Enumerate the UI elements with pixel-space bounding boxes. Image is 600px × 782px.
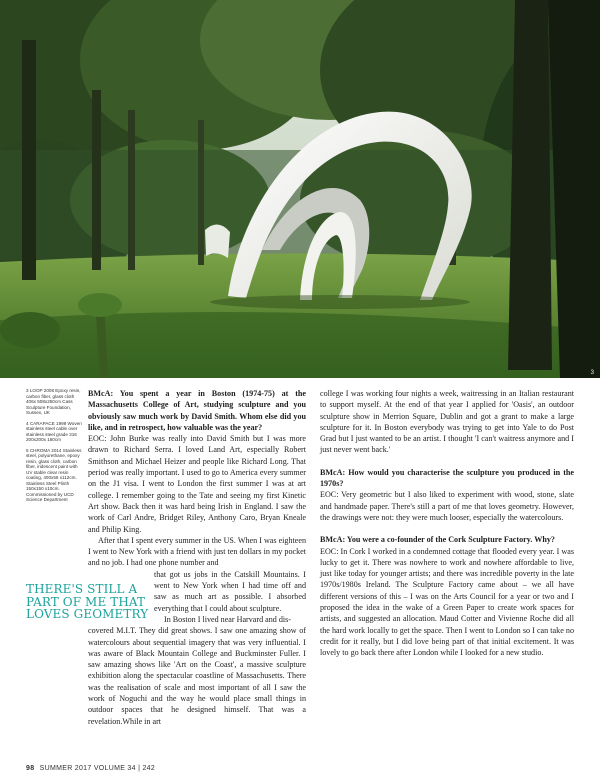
caption-loop: 3 LOOP 2008 Epoxy resin, carbon fiber, glass cloth 406x 508x250cm Cass Sculpture Foundation, Sussex, UK	[26, 388, 81, 415]
paragraph-mit: covered M.I.T. They did great shows. I saw one amazing show of watercolours about sequential imagery that was very influential. I was aware of Black Mountain College and Buckminster Fuller. I saw amazing shows like 'Art on the Coast', a massive sculpture exhibition along the spectacular coastline of Massachusetts. There was the realisation of scale and most important of all I saw the work of Noguchi and the way he would place small things in outdoor spaces that he designed himself. That was a revelation.While in art	[88, 626, 306, 726]
answer-boston: EOC: John Burke was really into David Smith but I was more drawn to Richard Serra. I loved Land Art, especially Robert Smithson and Michael Heizer and people like Richard Long. That period was really important. I used to go to America every summer on the J1 visa. I went to London the first summer I was at art college. I remember going to the Tate and seeing my first Kinetic Art show. Back then it was hard being Irish in England. I saw the work of Carl Andre, Bridget Riley, Anthony Caro, Bryan Kneale and Philip King.	[88, 434, 306, 534]
page-number: 98	[26, 765, 35, 772]
paragraph-oasis: college I was working four nights a week, waitressing in an Italian restaurant to support myself. At the end of that year I applied for 'Oasis', an outdoor sculpture show in Merrion Square, Dublin and got a grant to make a large sculpture for it. In Boston everybody was trying to get into Yale to do Post Grad but I just wanted to be an artist. I thought 'I can't waitress anymore and I just never went back.'	[320, 389, 574, 455]
answer-sculpture-factory: EOC: In Cork I worked in a condemned cottage that flooded every year. I was lucky to get it. There was nowhere to work and nowhere affordable to live, just like today for younger artists; and there was incredible poverty in the late 1970s/1980s Ireland. The Sculpture Factory came about – we all have different versions of this – I was on the Arts Council for a year or two and I proposed the idea in the wake of a Green Paper to create work spaces for artists, and suggested an allocation. Maud Cotter and Vivienne Roche did all the hard work locally to get the space. Then I went to London so I can take no credit for it really, but I did love being part of that initial excitement. It was lovely to go back there after London while I looked for a new studio.	[320, 546, 574, 658]
pull-quote: THERE'S STILL A PART OF ME THAT LOVES GEOMETRY	[26, 582, 149, 621]
answer-1970s: EOC: Very geometric but I also liked to experiment with wood, stone, slate and handmade paper. There's still a part of me that loves geometry. However, the drawings were not: they were much looser, especially the watercolours.	[320, 490, 574, 522]
issue-volume: VOLUME 34	[93, 765, 136, 772]
question-boston: BMcA: You spent a year in Boston (1974-75) at the Massachusetts College of Art, studying sculpture and you obviously saw much work by David Smith. Whom else did you like, and in retrospect, how valuable was the year?	[88, 389, 306, 432]
issue-season: SUMMER 2017	[39, 765, 92, 772]
sculpture-scene	[0, 0, 600, 378]
image-captions	[26, 388, 82, 508]
paragraph-catskill: that got us jobs in the Catskill Mountains. I went to New York when I had time off and saw as much art as possible. I absorbed everything that I could about sculpture.	[154, 569, 306, 613]
question-1970s: BMcA: How would you characterise the sculpture you produced in the 1970s?	[320, 467, 574, 489]
paragraph-harvard-start: In Boston I lived near Harvard and dis-	[164, 614, 291, 624]
question-sculpture-factory: BMcA: You were a co-founder of the Cork Sculpture Factory. Why?	[320, 535, 555, 545]
article-column-right	[320, 388, 574, 659]
issue-number: 242	[142, 765, 156, 772]
paragraph-new-york: After that I spent every summer in the US. When I was eighteen I went to New York with a friend with just ten dollars in my pocket and no job. I had one phone number and	[88, 535, 306, 568]
sculpture-photograph	[0, 0, 600, 378]
article-column-left	[88, 388, 306, 727]
page-footer	[26, 765, 155, 772]
caption-chroma: 5 CHROMA 2014 Stainless steel, polyurethane, epoxy resin, glass cloth, carbon fiber, iridescent paint with UV stable clear resin coating, 400x56 x112cm. Stainless Steel Plinth 150x150 x10cm. Commissioned by UCD Science Department	[26, 447, 82, 502]
photo-number: 3	[590, 370, 594, 376]
footer-separator: |	[138, 765, 141, 772]
caption-carapace: 4 CARAPACE 1999 Woven stainless steel cable over stainless steel grade 316 200x200x 160cm	[26, 420, 82, 442]
